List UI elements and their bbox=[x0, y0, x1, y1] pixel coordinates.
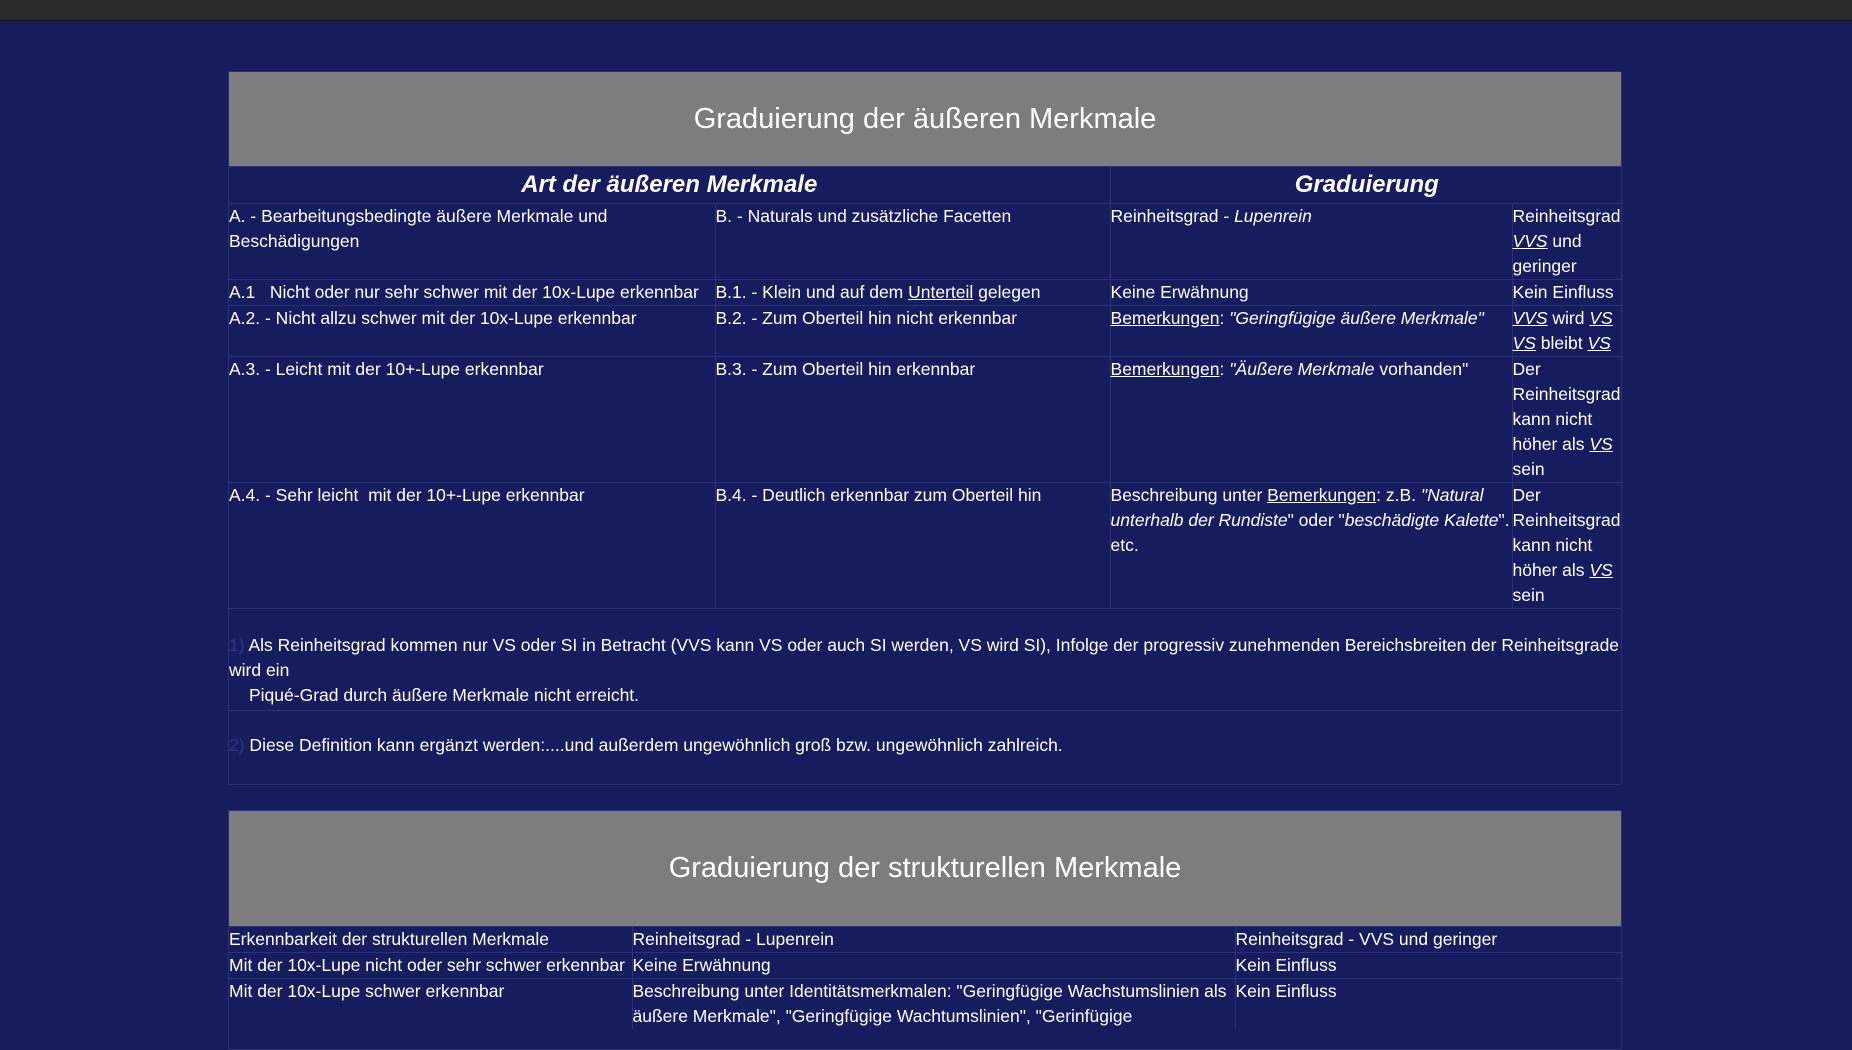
cell-b: B.3. - Zum Oberteil hin erkennbar bbox=[715, 357, 1110, 483]
footnote-2: 2) Diese Definition kann ergänzt werden:....und außerdem ungewöhnlich groß bzw. ungewöhnlich zahlreich. bbox=[229, 710, 1621, 758]
cell-b: B. - Naturals und zusätzliche Facetten bbox=[715, 204, 1110, 280]
table-row bbox=[229, 979, 1623, 1030]
link-bemerkungen[interactable]: Bemerkungen bbox=[1267, 485, 1377, 505]
column-header-grading: Graduierung bbox=[1110, 167, 1623, 204]
cell-c: Keine Erwähnung bbox=[1110, 280, 1512, 306]
section-title: Graduierung der strukturellen Merkmale bbox=[229, 811, 1621, 926]
cell-d: Kein Einfluss bbox=[1512, 280, 1623, 306]
structural-features-section bbox=[228, 810, 1622, 1050]
cell-c: Bemerkungen: "Geringfügige äußere Merkmale" bbox=[1110, 306, 1512, 357]
cell-a: A.1 Nicht oder nur sehr schwer mit der 10x-Lupe erkennbar bbox=[229, 280, 715, 306]
link-unterteil[interactable]: Unterteil bbox=[908, 282, 974, 302]
browser-top-bar bbox=[0, 0, 1852, 21]
cell-3: Kein Einfluss bbox=[1235, 953, 1623, 979]
link-bemerkungen[interactable]: Bemerkungen bbox=[1110, 308, 1220, 328]
link-bemerkungen[interactable]: Bemerkungen bbox=[1110, 359, 1220, 379]
table-row bbox=[229, 483, 1623, 609]
section-title: Graduierung der äußeren Merkmale bbox=[229, 72, 1621, 166]
link-vvs[interactable]: VVS bbox=[1512, 308, 1548, 328]
cell-c: Beschreibung unter Bemerkungen: z.B. "Natural unterhalb der Rundiste" oder "beschädigte Kalette". etc. bbox=[1110, 483, 1512, 609]
table-header-row bbox=[229, 167, 1623, 204]
cell-2: Beschreibung unter Identitätsmerkmalen: "Geringfügige Wachstumslinien als äußere Merkmale", "Geringfügige Wachtumslinien", "Gerinfügige bbox=[632, 979, 1235, 1030]
cell-c: Reinheitsgrad - Lupenrein bbox=[1110, 204, 1512, 280]
cell-d: VVS wird VS VS bleibt VS bbox=[1512, 306, 1623, 357]
cell-b: B.4. - Deutlich erkennbar zum Oberteil hin bbox=[715, 483, 1110, 609]
table-row bbox=[229, 927, 1623, 953]
structural-features-table bbox=[229, 926, 1623, 1029]
cell-a: A. - Bearbeitungsbedingte äußere Merkmale und Beschädigungen bbox=[229, 204, 715, 280]
cell-3: Reinheitsgrad - VVS und geringer bbox=[1235, 927, 1623, 953]
column-header-type: Art der äußeren Merkmale bbox=[229, 167, 1110, 204]
cell-d: Der Reinheitsgrad kann nicht höher als VS sein bbox=[1512, 357, 1623, 483]
external-features-section bbox=[228, 71, 1622, 785]
cell-2: Reinheitsgrad - Lupenrein bbox=[632, 927, 1235, 953]
cell-2: Keine Erwähnung bbox=[632, 953, 1235, 979]
cell-a: A.2. - Nicht allzu schwer mit der 10x-Lupe erkennbar bbox=[229, 306, 715, 357]
table-row bbox=[229, 953, 1623, 979]
footnote-marker: 1) bbox=[229, 635, 245, 655]
table-row bbox=[229, 204, 1623, 280]
cell-3: Kein Einfluss bbox=[1235, 979, 1623, 1030]
external-features-table bbox=[229, 166, 1623, 608]
cell-1: Mit der 10x-Lupe nicht oder sehr schwer erkennbar bbox=[229, 953, 632, 979]
footnote-marker: 2) bbox=[229, 735, 245, 755]
cell-d: Reinheitsgrad VVS und geringer bbox=[1512, 204, 1623, 280]
cell-1: Mit der 10x-Lupe schwer erkennbar bbox=[229, 979, 632, 1030]
cell-b: B.2. - Zum Oberteil hin nicht erkennbar bbox=[715, 306, 1110, 357]
table-row bbox=[229, 357, 1623, 483]
link-vs[interactable]: VS bbox=[1587, 333, 1611, 353]
cell-a: A.3. - Leicht mit der 10+-Lupe erkennbar bbox=[229, 357, 715, 483]
link-vs[interactable]: VS bbox=[1512, 333, 1536, 353]
link-vs[interactable]: VS bbox=[1589, 308, 1613, 328]
cell-a: A.4. - Sehr leicht mit der 10+-Lupe erkennbar bbox=[229, 483, 715, 609]
cell-d: Der Reinheitsgrad kann nicht höher als VS sein bbox=[1512, 483, 1623, 609]
link-vs[interactable]: VS bbox=[1589, 560, 1613, 580]
cell-1: Erkennbarkeit der strukturellen Merkmale bbox=[229, 927, 632, 953]
footnote-1: 1) Als Reinheitsgrad kommen nur VS oder SI in Betracht (VVS kann VS oder auch SI werden, VS wird SI), Infolge der progressiv zunehmenden Bereichsbreiten der Reinheitsgrade wird ein Piqué-Grad durch äußere Merkmale nicht erreicht. bbox=[229, 608, 1621, 710]
link-vs[interactable]: VS bbox=[1589, 434, 1613, 454]
link-vvs[interactable]: VVS bbox=[1512, 231, 1548, 251]
cell-c: Bemerkungen: "Äußere Merkmale vorhanden" bbox=[1110, 357, 1512, 483]
table-row bbox=[229, 280, 1623, 306]
cell-b: B.1. - Klein und auf dem Unterteil gelegen bbox=[715, 280, 1110, 306]
table-row bbox=[229, 306, 1623, 357]
